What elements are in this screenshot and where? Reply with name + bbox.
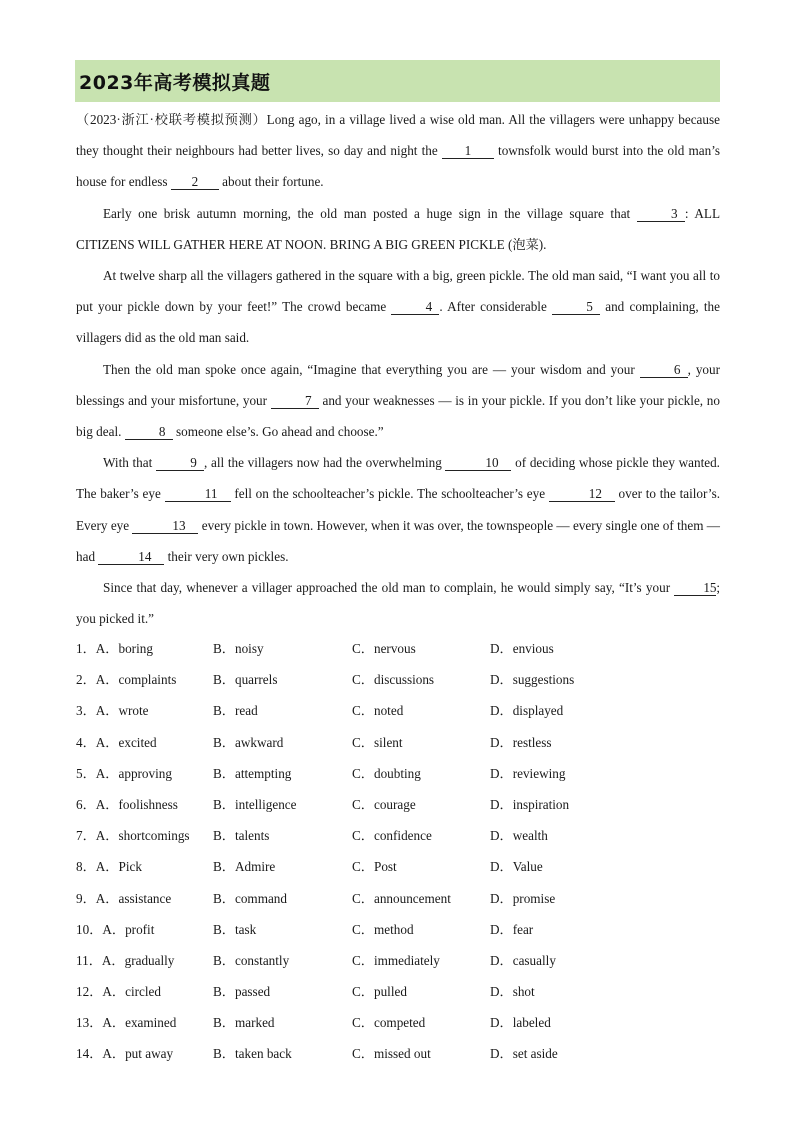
question-number: 9．	[76, 890, 96, 906]
passage-text: （2023·浙江·校联考模拟预测）Long ago, in a village lived a wise old man. All the villagers were unhappy because they thought their neighbours had better lives, so day and night the	[76, 112, 720, 159]
option-text: A．put away	[102, 1046, 174, 1062]
question-number: 10．	[76, 921, 103, 937]
paragraph-4	[76, 354, 720, 448]
blank-9: 9	[156, 456, 204, 471]
option-a[interactable]	[76, 1007, 176, 1038]
option-row	[76, 758, 720, 789]
cloze-passage	[76, 104, 720, 634]
passage-text: ; you picked it.”	[76, 580, 720, 627]
passage-text: Early one brisk autumn morning, the old man posted a huge sign in the village square that	[103, 205, 637, 221]
option-c[interactable]: C．discussions	[352, 672, 435, 688]
option-b[interactable]: B．command	[213, 890, 287, 906]
passage-text: Then the old man spoke once again, “Imagine that everything you are — your wisdom and your	[103, 361, 640, 377]
option-text: A．Pick	[95, 859, 142, 875]
question-number: 11．	[76, 952, 102, 968]
passage-text: townsfolk would burst into the old man’s house for endless	[76, 143, 720, 190]
blank-7: 7	[271, 394, 319, 409]
option-a[interactable]	[76, 851, 142, 882]
option-a[interactable]	[76, 758, 172, 789]
option-row	[76, 695, 720, 726]
blank-2: 2	[171, 175, 219, 190]
option-d[interactable]: D．wealth	[490, 828, 548, 844]
option-d[interactable]: D．displayed	[490, 703, 564, 719]
answer-options	[76, 633, 720, 1070]
page-title: 2023年高考模拟真题	[79, 72, 271, 94]
option-row	[76, 883, 720, 914]
option-text: A．circled	[102, 984, 161, 1000]
option-c[interactable]: C．noted	[352, 703, 404, 719]
option-b[interactable]: B．talents	[213, 828, 270, 844]
option-d[interactable]: D．casually	[490, 952, 556, 968]
question-number: 13．	[76, 1015, 103, 1031]
passage-text: : ALL CITIZENS WILL GATHER HERE AT NOON. BRING A BIG GREEN PICKLE (泡菜).	[76, 205, 721, 252]
blank-13: 13	[132, 519, 198, 534]
passage-text: their very own pickles.	[164, 548, 289, 564]
question-number: 4．	[76, 734, 96, 750]
passage-text: fell on the schoolteacher’s pickle. The schoolteacher’s eye	[230, 486, 549, 502]
option-b[interactable]: B．noisy	[213, 641, 264, 656]
blank-6: 6	[640, 363, 688, 378]
option-c[interactable]: C．announcement	[352, 890, 451, 906]
blank-5: 5	[552, 300, 600, 315]
option-text: A．complaints	[95, 672, 177, 688]
option-d[interactable]: D．set aside	[490, 1046, 558, 1062]
blank-3: 3	[637, 207, 685, 222]
option-c[interactable]: C．confidence	[352, 828, 432, 844]
passage-text: over to the tailor’s. Every eye	[76, 486, 720, 533]
option-b[interactable]: B．read	[213, 703, 258, 719]
option-c[interactable]: C．Post	[352, 859, 397, 875]
option-c[interactable]: C．competed	[352, 1015, 426, 1031]
option-a[interactable]	[76, 945, 174, 976]
option-a[interactable]	[76, 976, 161, 1007]
option-b[interactable]: B．taken back	[213, 1046, 292, 1062]
question-number: 2．	[76, 672, 96, 688]
option-d[interactable]: D．restless	[490, 734, 552, 750]
blank-4: 4	[391, 300, 439, 315]
blank-11: 11	[165, 487, 231, 502]
passage-text: and complaining, the villagers did as the old man said.	[76, 299, 720, 346]
option-row	[76, 976, 720, 1007]
question-number: 8．	[76, 859, 96, 875]
blank-8: 8	[125, 425, 173, 440]
section-header	[75, 60, 720, 102]
option-row	[76, 914, 720, 945]
blank-14: 14	[98, 550, 164, 565]
option-a[interactable]	[76, 695, 149, 726]
question-number: 1．	[76, 641, 96, 656]
option-c[interactable]: C．courage	[352, 796, 416, 812]
passage-text: someone else’s. Go ahead and choose.”	[172, 424, 384, 440]
option-a[interactable]	[76, 727, 157, 758]
option-b[interactable]: B．passed	[213, 984, 271, 1000]
option-a[interactable]	[76, 914, 154, 945]
option-text: A．foolishness	[95, 796, 178, 812]
option-row	[76, 820, 720, 851]
option-b[interactable]: B．awkward	[213, 734, 284, 750]
passage-text: , all the villagers now had the overwhelming	[203, 455, 446, 471]
option-a[interactable]	[76, 664, 176, 695]
option-c[interactable]: C．silent	[352, 734, 403, 750]
option-d[interactable]: D．Value	[490, 859, 543, 875]
question-number: 7．	[76, 828, 96, 844]
option-text: A．wrote	[95, 703, 149, 719]
paragraph-6	[76, 572, 720, 634]
option-row	[76, 789, 720, 820]
option-b[interactable]: B．Admire	[213, 859, 276, 875]
option-text: A．assistance	[95, 890, 172, 906]
blank-1: 1	[442, 144, 494, 159]
option-row	[76, 727, 720, 758]
option-text: A．shortcomings	[95, 828, 190, 844]
option-d[interactable]: D．promise	[490, 890, 556, 906]
option-d[interactable]: D．envious	[490, 641, 554, 656]
paragraph-5	[76, 447, 720, 572]
option-row	[76, 1038, 720, 1069]
option-text: A．excited	[95, 734, 157, 750]
option-text: A．approving	[95, 765, 172, 781]
option-text: A．gradually	[101, 952, 175, 968]
option-row	[76, 851, 720, 882]
passage-text: Since that day, whenever a villager approached the old man to complain, he would simply say, “It’s your	[103, 580, 675, 596]
option-text: A．profit	[102, 921, 155, 937]
option-row	[76, 1007, 720, 1038]
option-d[interactable]: D．inspiration	[490, 796, 570, 812]
option-c[interactable]: C．pulled	[352, 984, 407, 1000]
option-b[interactable]: B．attempting	[213, 765, 292, 781]
option-row	[76, 633, 720, 664]
option-c[interactable]: C．doubting	[352, 765, 421, 781]
passage-text: At twelve sharp all the villagers gathered in the square with a big, green pickle. The old man said, “I want you all to put your pickle down by your feet!” The crowd became	[76, 268, 720, 315]
passage-text: With that	[103, 455, 156, 471]
option-b[interactable]: B．task	[213, 921, 257, 937]
option-d[interactable]: D．suggestions	[490, 672, 575, 688]
passage-text: every pickle in town. However, when it was over, the townspeople — every single one of them — had	[76, 517, 720, 564]
option-text: A．boring	[95, 641, 153, 656]
passage-text: and your weaknesses — is in your pickle. If you don’t like your pickle, no big deal.	[76, 392, 720, 440]
question-number: 12．	[76, 984, 103, 1000]
option-b[interactable]: B．constantly	[213, 952, 290, 968]
question-number: 6．	[76, 796, 96, 812]
option-d[interactable]: D．reviewing	[490, 765, 566, 781]
option-c[interactable]: C．missed out	[352, 1046, 431, 1062]
paragraph-1	[76, 104, 720, 198]
option-d[interactable]: D．fear	[490, 921, 534, 937]
option-c[interactable]: C．nervous	[352, 641, 416, 656]
blank-15: 15	[674, 581, 716, 596]
option-a[interactable]	[76, 633, 153, 664]
passage-text: . After considerable	[439, 299, 553, 315]
option-a[interactable]	[76, 1038, 173, 1069]
passage-text: about their fortune.	[218, 174, 324, 190]
paragraph-2	[76, 198, 720, 260]
option-d[interactable]: D．shot	[490, 984, 535, 1000]
option-text: A．examined	[102, 1015, 177, 1031]
option-b[interactable]: B．intelligence	[213, 796, 297, 812]
option-a[interactable]	[76, 789, 178, 820]
option-b[interactable]: B．quarrels	[213, 672, 278, 688]
option-c[interactable]: C．method	[352, 921, 414, 937]
option-row	[76, 945, 720, 976]
paragraph-3	[76, 260, 720, 354]
option-b[interactable]: B．marked	[213, 1015, 275, 1031]
option-d[interactable]: D．labeled	[490, 1015, 551, 1031]
question-number: 5．	[76, 765, 96, 781]
option-c[interactable]: C．immediately	[352, 952, 440, 968]
option-a[interactable]	[76, 883, 171, 914]
question-number: 14．	[76, 1046, 103, 1062]
option-a[interactable]	[76, 820, 190, 851]
option-row	[76, 664, 720, 695]
passage-text: of deciding whose pickle they wanted. The baker’s eye	[76, 455, 720, 502]
blank-10: 10	[445, 456, 511, 471]
passage-text: , your blessings and your misfortune, your	[76, 361, 720, 408]
blank-12: 12	[549, 487, 615, 502]
question-number: 3．	[76, 703, 96, 719]
